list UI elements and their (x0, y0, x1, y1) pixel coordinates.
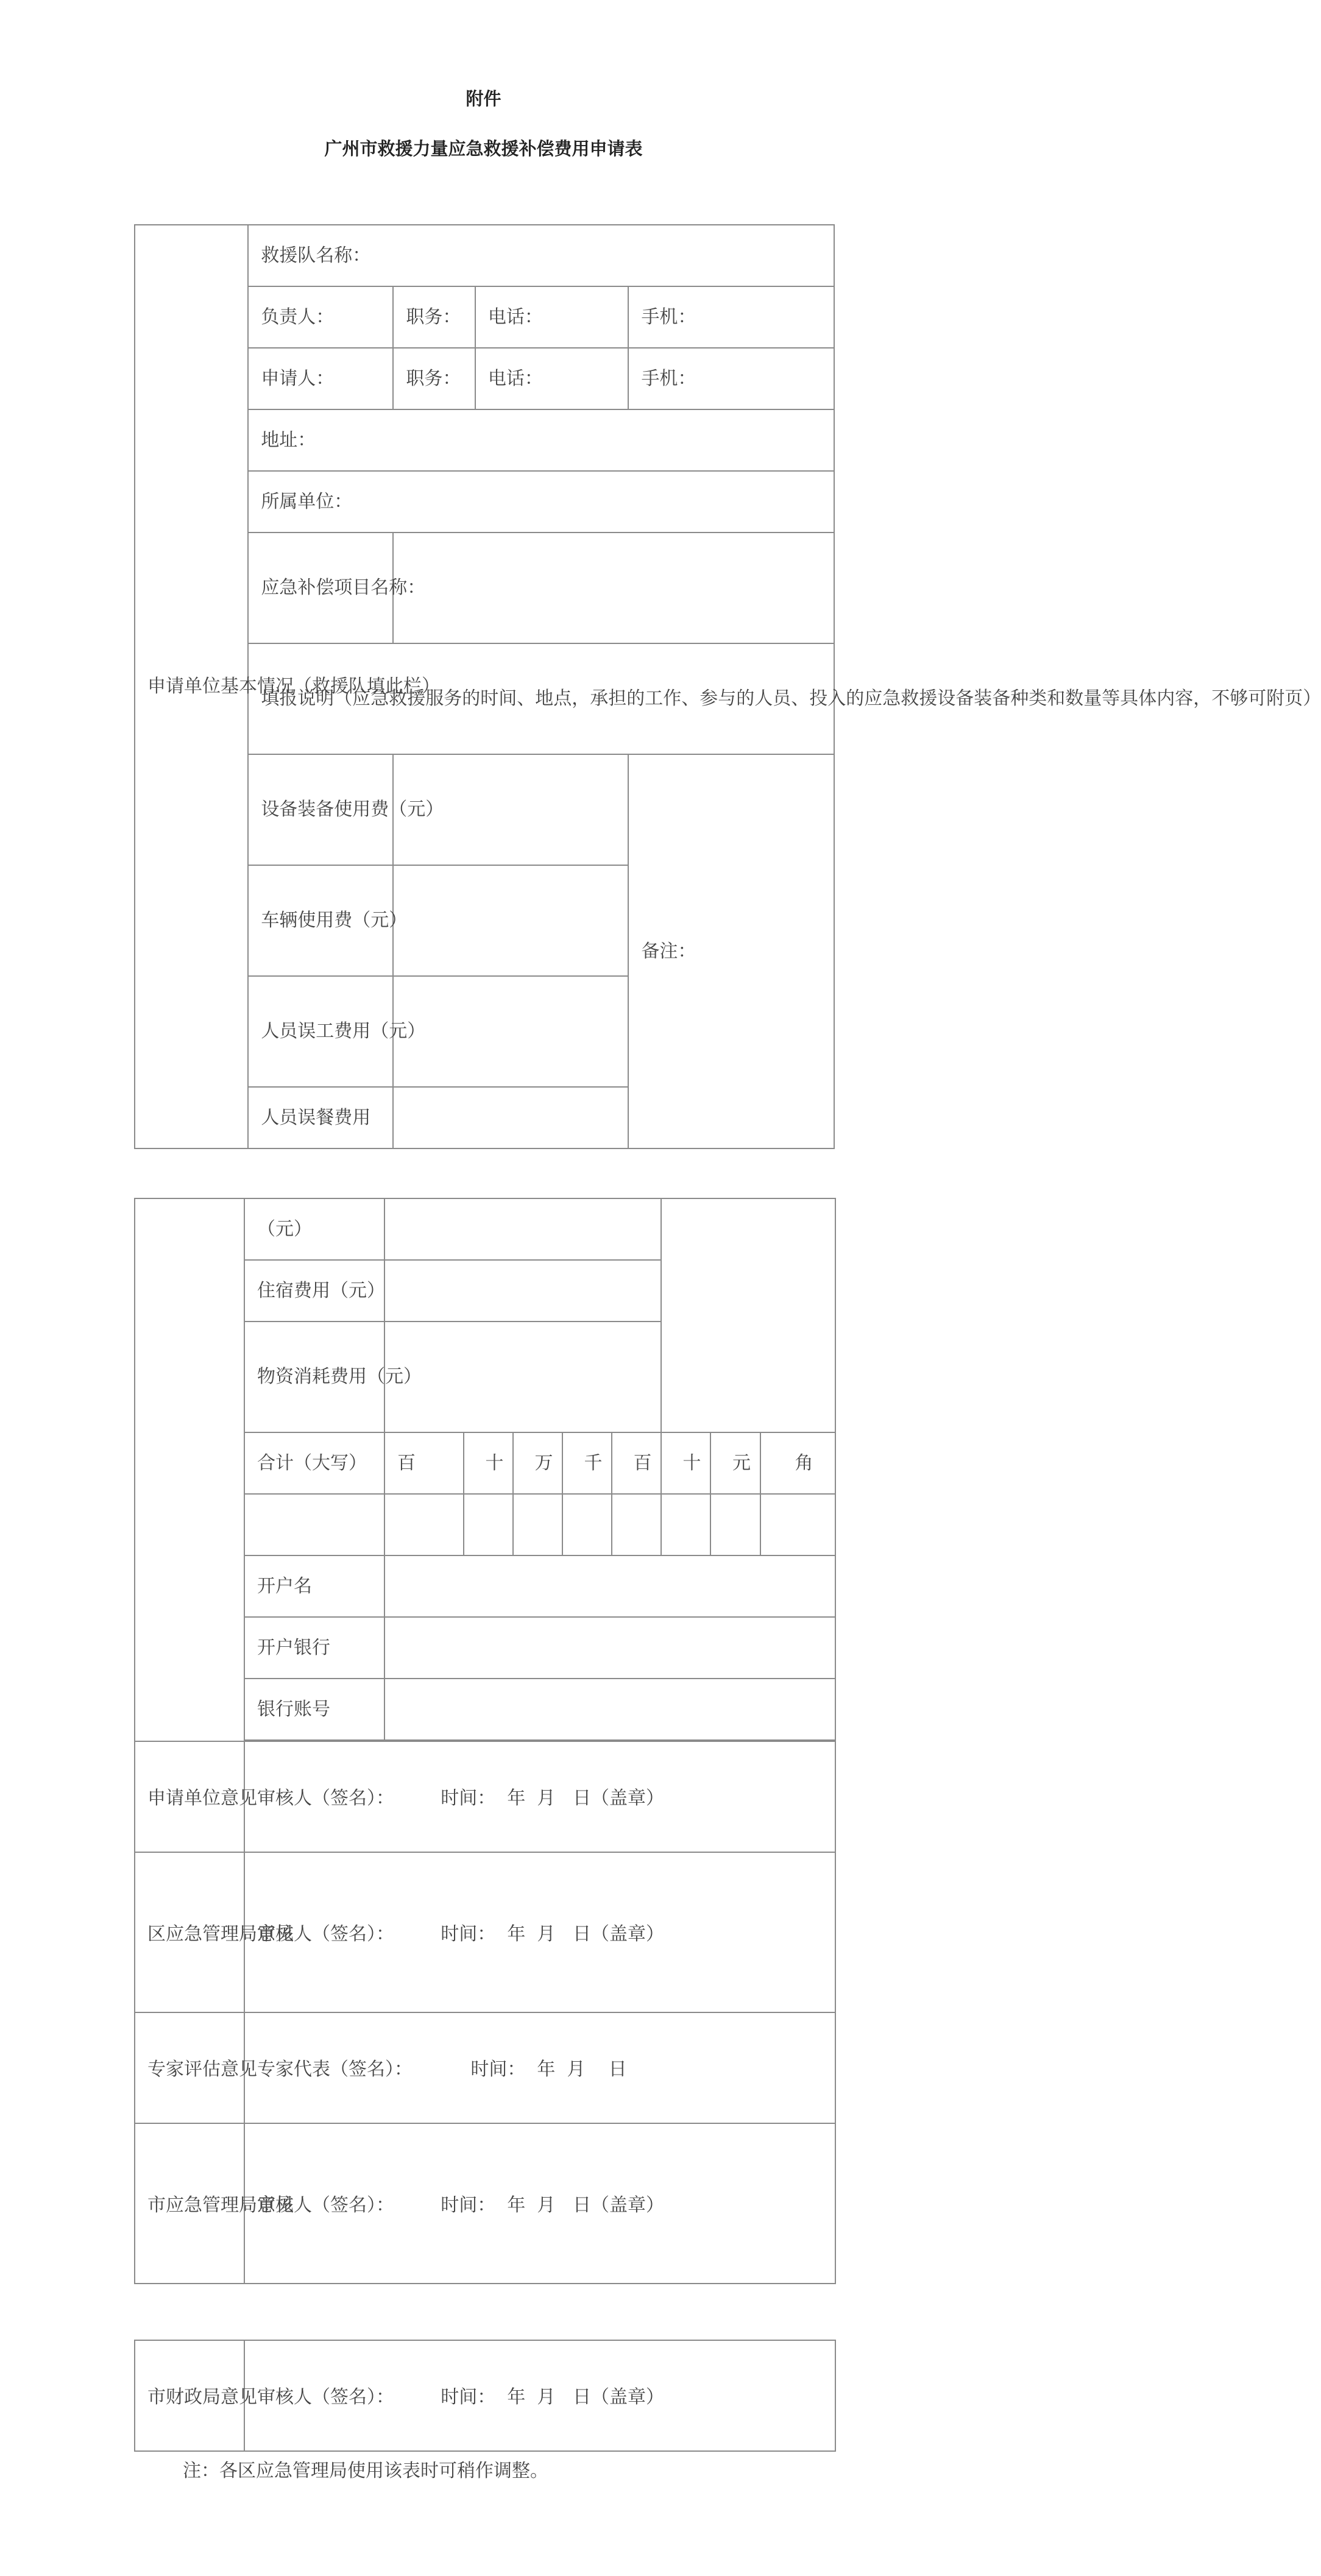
remarks-field[interactable]: 备注： (628, 754, 834, 1148)
expert-signature-line: 专家代表（签名）： 时间： 年 月 日 (257, 2059, 627, 2080)
footnote: 注：各区应急管理局使用该表时可稍作调整。 (183, 2460, 548, 2482)
expert-opinion-field[interactable] (244, 2012, 835, 2123)
leader-mobile-field[interactable]: 手机： (628, 286, 834, 348)
digit-thousand-label: 千 (562, 1432, 612, 1494)
basic-info-section-label: 申请单位基本情况（救援队填此栏） (135, 225, 248, 1148)
meal-fee-input[interactable] (393, 1087, 628, 1148)
vehicle-fee-label: 车辆使用费（元） (248, 865, 393, 976)
total-label: 合计（大写） (244, 1432, 384, 1494)
account-name-label: 开户名 (244, 1555, 384, 1617)
application-table-part1 (134, 224, 1321, 1149)
applicant-phone-field[interactable]: 电话： (475, 348, 629, 409)
finance-bureau-opinion-label: 市财政局意见 (135, 2340, 244, 2451)
attachment-label: 附件 (466, 88, 501, 109)
meal-fee-label: 人员误餐费用 (248, 1087, 393, 1148)
digit-ten-million-input[interactable] (464, 1494, 513, 1555)
applicant-position-field[interactable]: 职务： (393, 348, 475, 409)
leader-field[interactable]: 负责人： (248, 286, 393, 348)
lodging-fee-label: 住宿费用（元） (244, 1260, 384, 1322)
digit-yuan-label: 元 (710, 1432, 760, 1494)
district-bureau-opinion-label: 区应急管理局意见 (135, 1852, 244, 2012)
form-title: 广州市救援力量应急救援补偿费用申请表 (324, 138, 643, 159)
applicant-field[interactable]: 申请人： (248, 348, 393, 409)
team-name-field[interactable]: 救援队名称： (248, 225, 834, 286)
project-name-label: 应急补偿项目名称： (248, 533, 393, 643)
digit-ten-label: 十 (661, 1432, 710, 1494)
total-blank-cell (244, 1494, 384, 1555)
basic-info-section-continued (135, 1198, 244, 1741)
applicant-unit-signature-line: 审核人（签名）： 时间： 年 月 日（盖章） (257, 1788, 665, 1809)
applicant-mobile-field[interactable]: 手机： (628, 348, 834, 409)
bank-input[interactable] (384, 1617, 835, 1679)
affiliated-unit-field[interactable]: 所属单位： (248, 471, 834, 533)
labor-fee-input[interactable] (393, 976, 628, 1087)
leader-position-field[interactable]: 职务： (393, 286, 475, 348)
digit-ten-input[interactable] (661, 1494, 710, 1555)
material-fee-label: 物资消耗费用（元） (244, 1322, 384, 1432)
finance-bureau-opinion-field[interactable] (244, 2340, 835, 2451)
digit-ten-thousand-label: 万 (513, 1432, 562, 1494)
meal-fee-unit-label: （元） (244, 1198, 384, 1260)
lodging-fee-input[interactable] (384, 1260, 661, 1322)
address-field[interactable]: 地址： (248, 409, 834, 471)
digit-hundred-input[interactable] (612, 1494, 661, 1555)
leader-phone-field[interactable]: 电话： (475, 286, 629, 348)
applicant-unit-opinion-label: 申请单位意见 (135, 1741, 244, 1852)
digit-hundred-million-label: 百 (384, 1432, 464, 1494)
bank-label: 开户银行 (244, 1617, 384, 1679)
city-bureau-signature-line: 审核人（签名）： 时间： 年 月 日（盖章） (257, 2194, 665, 2216)
finance-bureau-signature-line: 审核人（签名）： 时间： 年 月 日（盖章） (257, 2387, 665, 2408)
digit-ten-million-label: 十 (464, 1432, 513, 1494)
digit-hundred-label: 百 (612, 1432, 661, 1494)
digit-jiao-label: 角 (760, 1432, 835, 1494)
applicant-unit-opinion-field[interactable] (244, 1741, 835, 1852)
digit-thousand-input[interactable] (562, 1494, 612, 1555)
application-table-part2 (134, 1198, 836, 2284)
digit-yuan-input[interactable] (710, 1494, 760, 1555)
digit-hundred-million-input[interactable] (384, 1494, 464, 1555)
instructions-field[interactable]: 填报说明（应急救援服务的时间、地点，承担的工作、参与的人员、投入的应急救援设备装备种类和数量等具体内容，不够可附页） (248, 643, 834, 754)
city-bureau-opinion-field[interactable] (244, 2123, 835, 2284)
account-name-input[interactable] (384, 1555, 835, 1617)
district-bureau-signature-line: 审核人（签名）： 时间： 年 月 日（盖章） (257, 1923, 665, 1945)
labor-fee-label: 人员误工费用（元） (248, 976, 393, 1087)
project-name-input[interactable] (393, 533, 834, 643)
application-table-part3 (134, 2340, 836, 2452)
account-number-label: 银行账号 (244, 1679, 384, 1740)
remarks-continued[interactable] (661, 1198, 835, 1432)
district-bureau-opinion-field[interactable] (244, 1852, 835, 2012)
account-number-input[interactable] (384, 1679, 835, 1740)
equipment-fee-label: 设备装备使用费（元） (248, 754, 393, 865)
digit-ten-thousand-input[interactable] (513, 1494, 562, 1555)
city-bureau-opinion-label: 市应急管理局意见 (135, 2123, 244, 2284)
material-fee-input[interactable] (384, 1322, 661, 1432)
vehicle-fee-input[interactable] (393, 865, 628, 976)
digit-jiao-input[interactable] (760, 1494, 835, 1555)
expert-opinion-label: 专家评估意见 (135, 2012, 244, 2123)
meal-fee-continued-input[interactable] (384, 1198, 661, 1260)
